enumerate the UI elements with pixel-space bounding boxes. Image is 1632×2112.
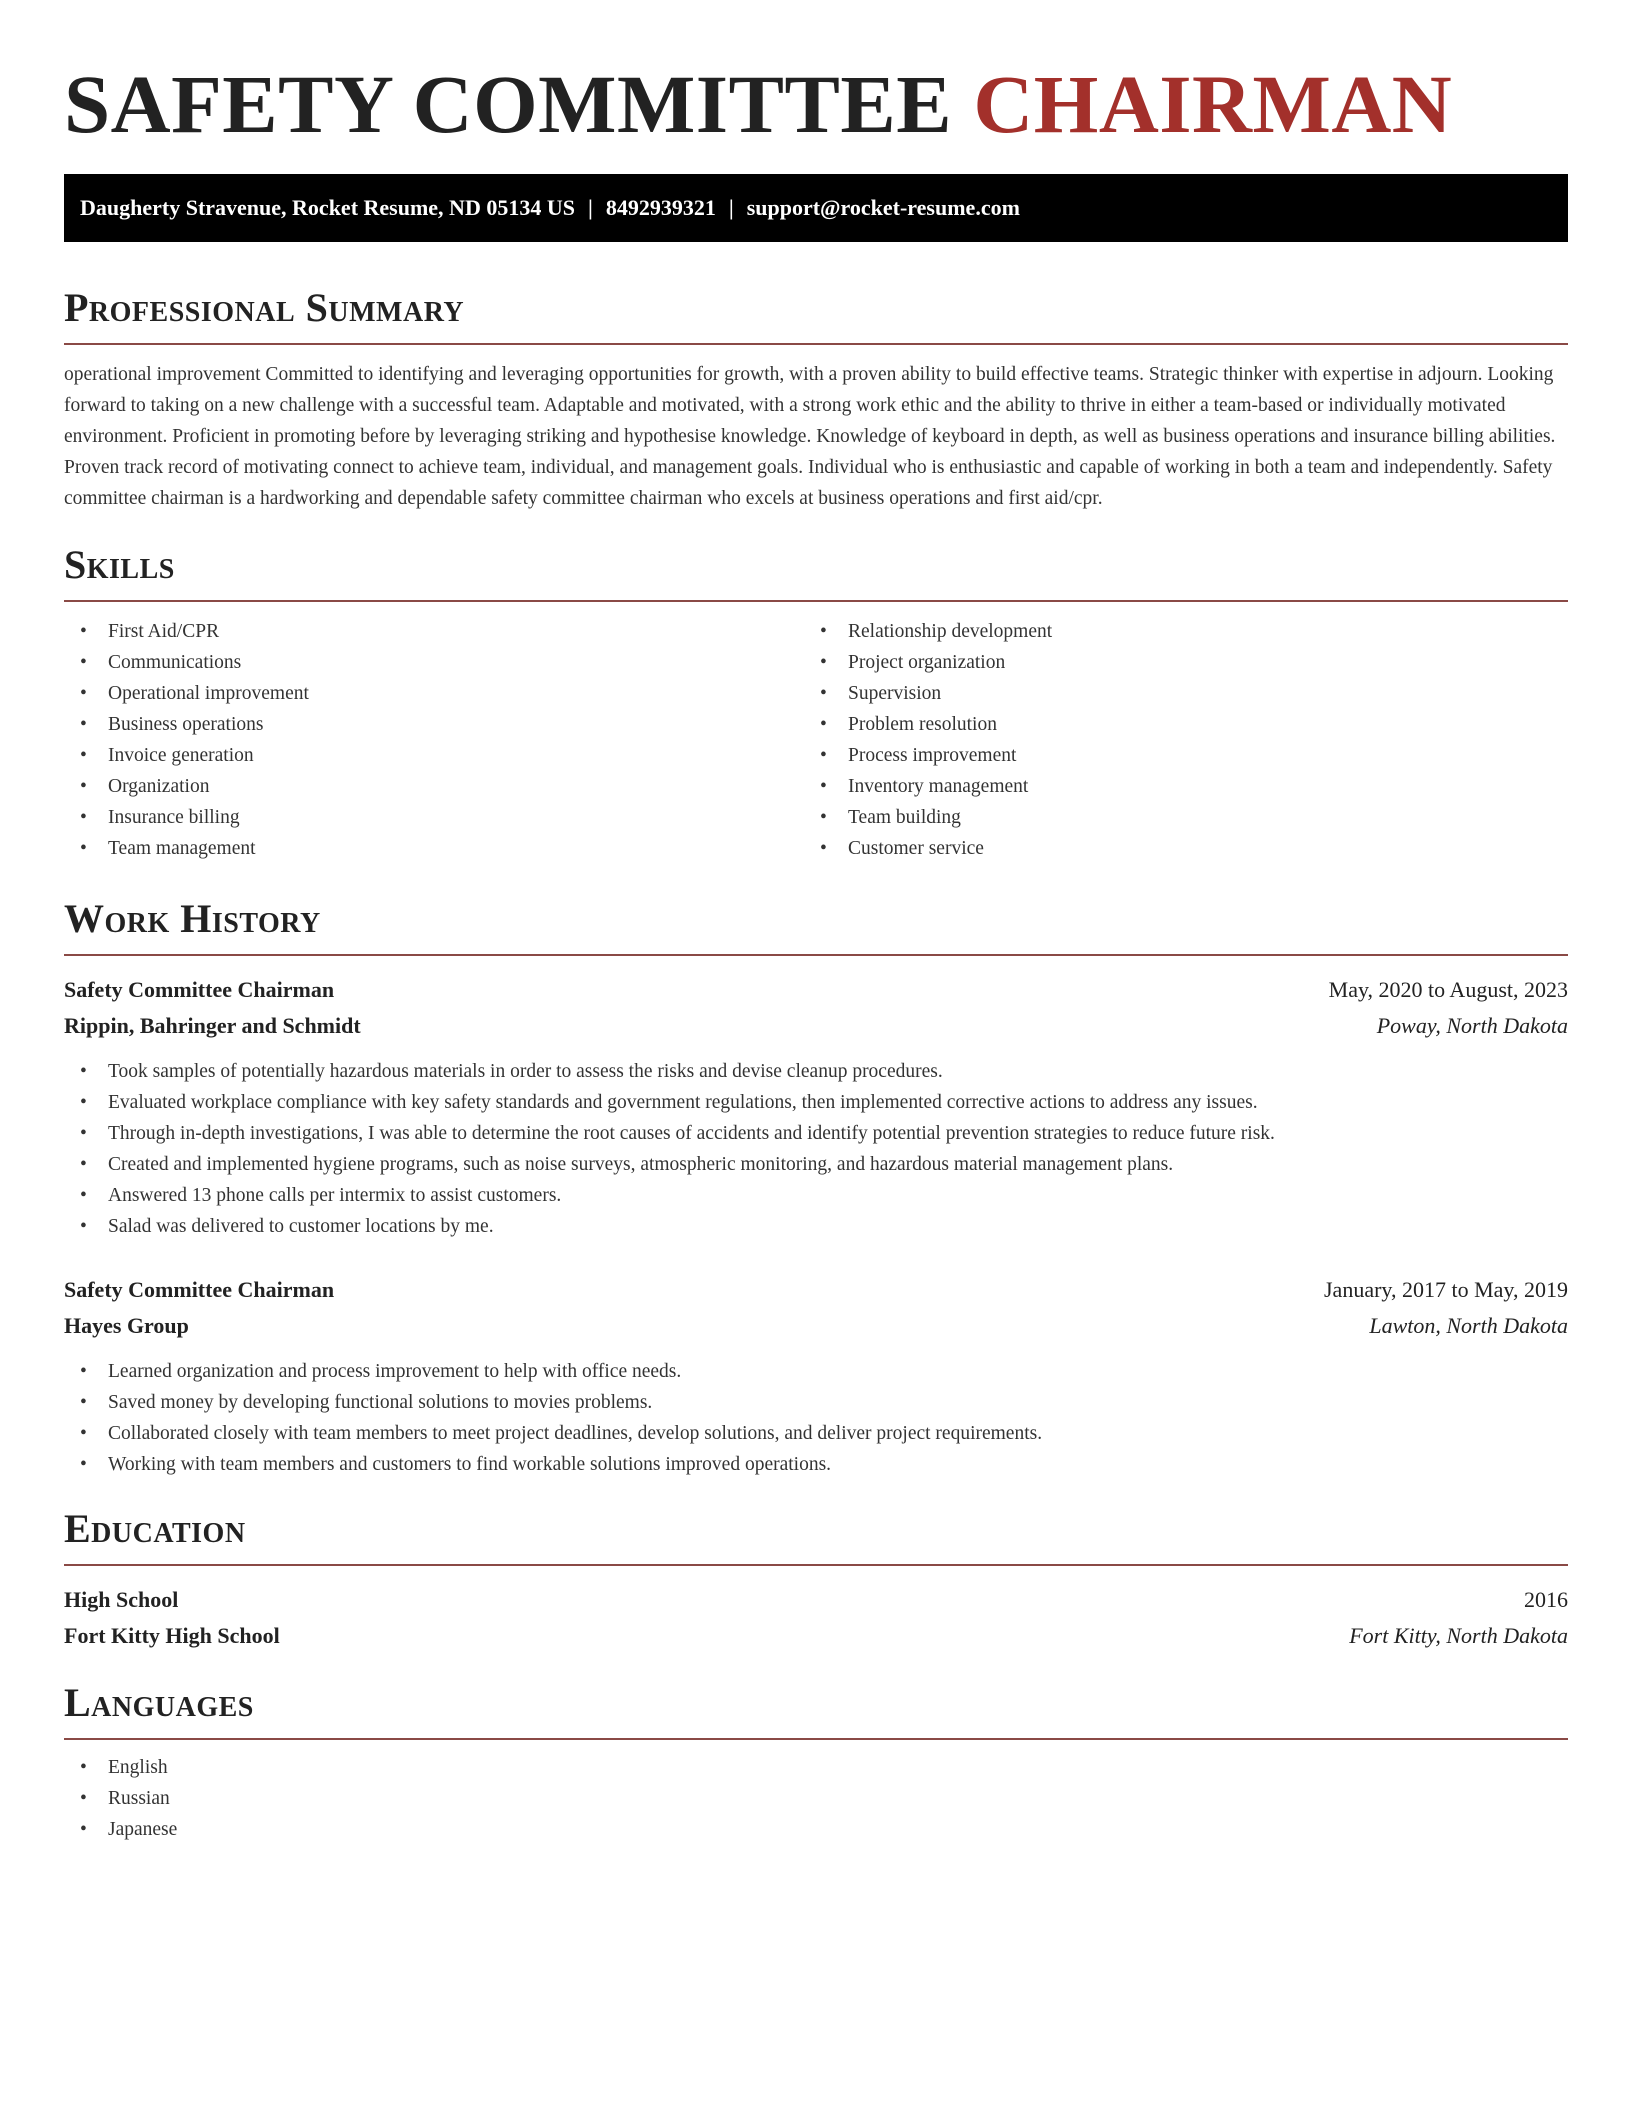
contact-phone: 8492939321 (605, 195, 716, 220)
languages-section (64, 1680, 1568, 1845)
education-degree: High School (64, 1587, 179, 1612)
skill-item: • Customer service (804, 833, 1544, 864)
section-divider (64, 600, 1568, 602)
skill-item: • Relationship development (804, 616, 1544, 647)
education-title: Education (64, 1506, 246, 1551)
job-bullet: • Salad was delivered to customer locations by me. (64, 1211, 1568, 1242)
name-first: SAFETY COMMITTEE (64, 58, 953, 150)
education-degree-row (64, 1582, 1568, 1618)
languages-title: Languages (64, 1680, 254, 1725)
job-title: Safety Committee Chairman (64, 1277, 335, 1302)
skill-item: • Project organization (804, 647, 1544, 678)
skill-item: • Inventory management (804, 771, 1544, 802)
work-history-title: Work History (64, 896, 321, 941)
resume-name (64, 58, 1568, 150)
skills-section (64, 542, 1568, 864)
job-bullet: • Working with team members and customers to find workable solutions improved operations. (64, 1449, 1568, 1480)
job-bullet: • Saved money by developing functional solutions to movies problems. (64, 1387, 1568, 1418)
skills-list-left (64, 616, 804, 864)
summary-title: Professional Summary (64, 285, 465, 330)
job-bullet: • Evaluated workplace compliance with key safety standards and government regulations, then implemented corrective actions to address any issues. (64, 1087, 1568, 1118)
job-header-row (64, 972, 1568, 1008)
job-location: Lawton, North Dakota (1369, 1313, 1568, 1338)
skill-item: • Business operations (64, 709, 804, 740)
skill-item: • Operational improvement (64, 678, 804, 709)
skills-grid (64, 616, 1568, 864)
job-bullet: • Collaborated closely with team members to meet project deadlines, develop solutions, and deliver project requirements. (64, 1418, 1568, 1449)
job-company: Rippin, Bahringer and Schmidt (64, 1013, 361, 1038)
education-school-row (64, 1618, 1568, 1654)
section-divider (64, 1738, 1568, 1740)
job-dates: January, 2017 to May, 2019 (1324, 1277, 1568, 1302)
education-year: 2016 (1524, 1587, 1568, 1612)
job-dates: May, 2020 to August, 2023 (1328, 977, 1568, 1002)
languages-list (64, 1752, 1568, 1845)
skills-title: Skills (64, 542, 175, 587)
education-school: Fort Kitty High School (64, 1623, 280, 1648)
contact-bar (64, 174, 1568, 242)
skill-item: • Invoice generation (64, 740, 804, 771)
contact-email: support@rocket-resume.com (746, 195, 1020, 220)
skill-item: • Communications (64, 647, 804, 678)
skill-item: • First Aid/CPR (64, 616, 804, 647)
job-bullet: • Created and implemented hygiene programs, such as noise surveys, atmospheric monitoring, and hazardous material management plans. (64, 1149, 1568, 1180)
job-location: Poway, North Dakota (1376, 1013, 1568, 1038)
section-divider (64, 954, 1568, 956)
work-history-section (64, 896, 1568, 1480)
section-divider (64, 343, 1568, 345)
skills-list-right (804, 616, 1544, 864)
job-bullet: • Took samples of potentially hazardous materials in order to assess the risks and devise cleanup procedures. (64, 1056, 1568, 1087)
job-company: Hayes Group (64, 1313, 189, 1338)
skill-item: • Process improvement (804, 740, 1544, 771)
job-bullet: • Answered 13 phone calls per intermix to assist customers. (64, 1180, 1568, 1211)
resume-page (64, 0, 1568, 1845)
contact-address: Daugherty Stravenue, Rocket Resume, ND 05134 US (80, 195, 575, 220)
language-item: • Japanese (64, 1814, 1568, 1845)
summary-text: operational improvement Committed to identifying and leveraging opportunities for growth, with a proven ability to build effective teams. Strategic thinker with expertise in adjourn. Looking forward to taking on a new challenge with a successful team. Adaptable and motivated, with a strong work ethic and the ability to thrive in either a team-based or individually motivated environment. Proficient in promoting before by leveraging striking and hypothesise knowledge. Knowledge of keyboard in depth, as well as business operations and insurance billing abilities. Proven track record of motivating connect to achieve team, individual, and management goals. Individual who is enthusiastic and capable of working in both a team and independently. Safety committee chairman is a hardworking and dependable safety committee chairman who excels at business operations and first aid/cpr. (64, 364, 1556, 509)
job-header-row (64, 1272, 1568, 1308)
skill-item: • Team management (64, 833, 804, 864)
education-entry (64, 1582, 1568, 1654)
job-bullet: • Through in-depth investigations, I was able to determine the root causes of accidents and identify potential prevention strategies to reduce future risk. (64, 1118, 1568, 1149)
contact-separator: | (587, 195, 593, 220)
language-item: • Russian (64, 1783, 1568, 1814)
section-divider (64, 1564, 1568, 1566)
job-entry (64, 1272, 1568, 1480)
skill-item: • Team building (804, 802, 1544, 833)
name-last: CHAIRMAN (973, 58, 1453, 150)
skill-item: • Insurance billing (64, 802, 804, 833)
skill-item: • Supervision (804, 678, 1544, 709)
skill-item: • Organization (64, 771, 804, 802)
job-entry (64, 972, 1568, 1242)
job-title: Safety Committee Chairman (64, 977, 335, 1002)
summary-section (64, 285, 1568, 514)
job-company-row (64, 1008, 1568, 1044)
job-company-row (64, 1308, 1568, 1344)
education-location: Fort Kitty, North Dakota (1349, 1623, 1568, 1648)
language-item: • English (64, 1752, 1568, 1783)
job-bullet: • Learned organization and process improvement to help with office needs. (64, 1356, 1568, 1387)
job-bullets (64, 1356, 1568, 1480)
job-bullets (64, 1056, 1568, 1242)
skill-item: • Problem resolution (804, 709, 1544, 740)
education-section (64, 1506, 1568, 1654)
contact-separator: | (728, 195, 734, 220)
